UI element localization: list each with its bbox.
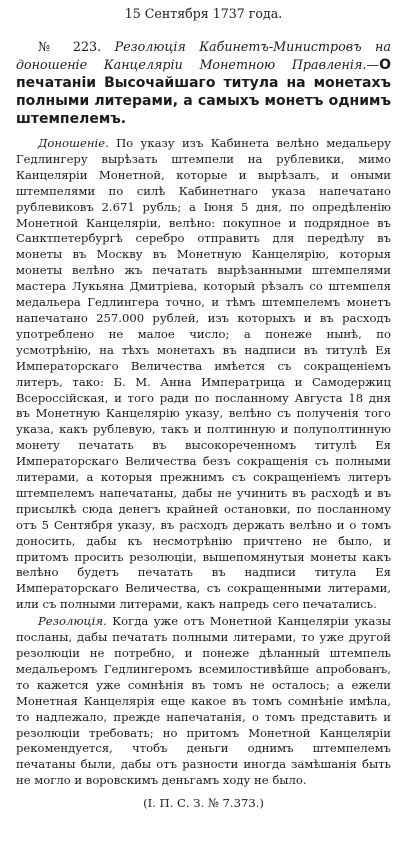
paragraph-lead: Резолюція. [38,614,107,629]
document-title [16,38,391,128]
paragraph-lead: Доношеніе. [38,136,109,150]
paragraph-text: По указу изъ Кабинета велѣно медальеру Гедлингеру вырѣзать штемпели на рублевики, мимо Канцеляріи Монетной, которые и вырѣзалъ, и оными штемпелями по силѣ Кабинетнаго указа напечатано рублевиковъ 2.671 рубль; а Іюня 5 дня, по опредѣленію Монетной Канцеляріи, велѣно: покупное и подрядное въ Санктпетербургѣ серебро отправить для передѣлу въ монеты въ Москву въ Монетную Канцелярію, которыя монеты велѣно жъ печатать вырѣзанными штемпелями мастера Лукьяна Дмитріева, который рѣзалъ со штемпеля медальера Гедлингера точно, и тѣмъ штемпелемъ монетъ напечатано 257.000 рублей, изъ которыхъ и въ расходъ употреблено не малое число; а понеже нынѣ, по усмотрѣнію, на тѣхъ монетахъ въ надписи въ титулѣ Ея Императорскаго Величества имѣется съ сокращеніемъ литеръ, тако: Б. М. Анна Императрица и Самодержиц Всероссійская, и того ради по посланному Августа 18 дня въ Монетную Канцелярію указу, велѣно съ полученія того указа, какъ рублевую, такъ и полтинную и полуполтинную монету печатать въ высокореченномъ титулѣ Ея Императорскаго Величества безъ сокращенія съ полными литерами, а которыя прежнимъ съ сокращеніемъ литеръ штемпелемъ напечатаны, дабы не учинить въ расходѣ и въ присылкѣ сюда денегъ крайней остановки, по посланному отъ 5 Сентября указу, въ расходъ держать велѣно и о томъ доносить, дабы къ несмотрѣнію причтено не было, и притомъ просить резолюціи, вышепомянутыя монеты какъ велѣно будетъ печатать въ надписи титула Ея Императорскаго Величества, съ сокращенными литерами, или съ полными литерами, какъ напредь сего печатались. [16,136,391,612]
paragraph-report [16,136,391,613]
title-bold: О печатаніи Высочайшаго титула на монетахъ полными литерами, а самыхъ монетъ однимъ штемпелемъ. [16,57,391,127]
document-number: № 223. [38,39,102,54]
source-citation: (I. П. С. З. № 7.373.) [143,796,264,811]
title-dash: — [366,57,380,72]
paragraph-text: Когда уже отъ Монетной Канцеляріи указы посланы, дабы печатать полными литерами, то уже другой резолюціи не потребно, и понеже дѣланный штемпель медальеромъ Гедлингеромъ всемилостивѣйше апробованъ, то кажется уже сомнѣнія въ томъ не осталось; а ежели Монетная Канцелярія еще какое въ томъ сомнѣніе имѣла, то надлежало, прежде напечатанія, о томъ представить и резолюціи требовать; но притомъ Монетной Канцеляріи рекомендуется, чтобъ деньги однимъ штемпелемъ печатаны были, дабы отъ разности иногда замѣшанія быть не могло и воровскимъ деньгамъ ходу не было. [16,614,391,788]
title-italic: Резолюція Кабинетъ-Министровъ на доношеніе Канцеляріи Монетною Правленія. [16,39,391,72]
document-date: 15 Сентября 1737 года. [124,6,283,21]
paragraph-resolution [16,614,391,789]
